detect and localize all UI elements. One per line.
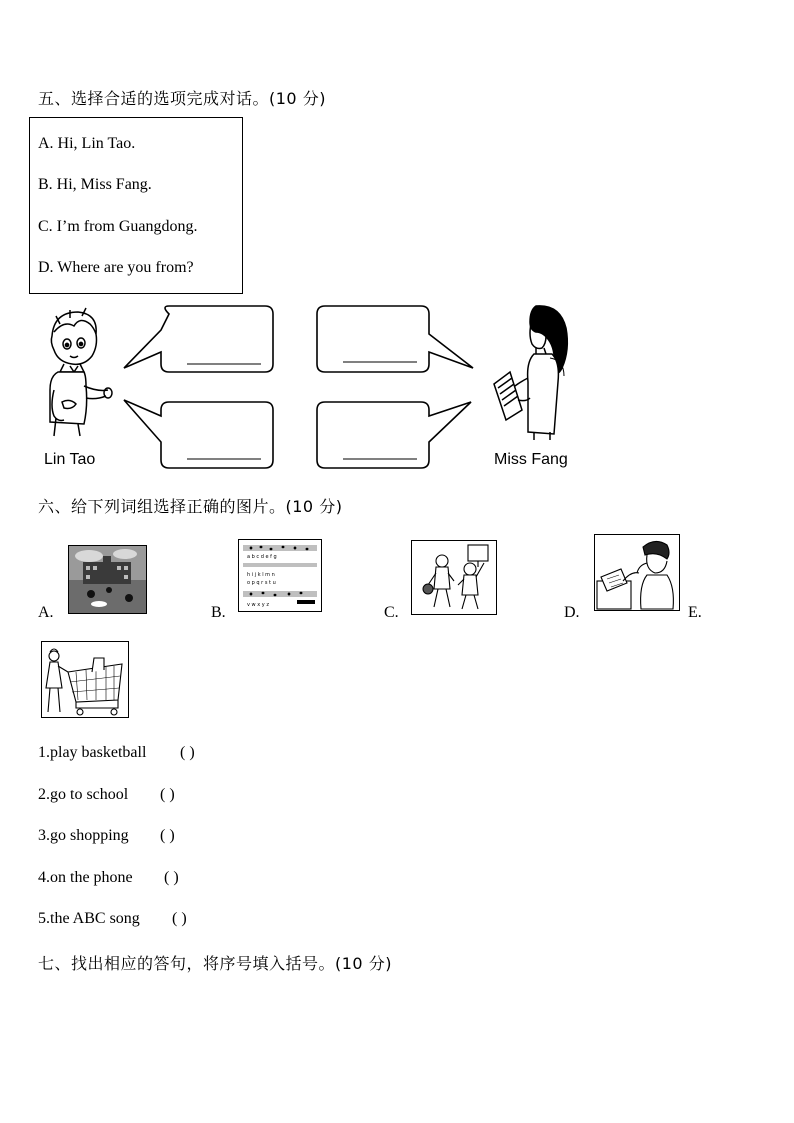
boy-name-label: Lin Tao xyxy=(44,451,96,468)
question-3: 3.go shopping xyxy=(38,827,129,844)
svg-text:h i j k l m n: h i j k l m n xyxy=(247,572,275,578)
girl-illustration xyxy=(488,302,578,442)
answer-bracket-5[interactable]: ( ) xyxy=(172,910,187,927)
picture-label-e: E. xyxy=(688,604,702,621)
answer-bracket-1[interactable]: ( ) xyxy=(180,744,195,761)
speech-bubble-bottom-right xyxy=(317,402,471,468)
question-5: 5.the ABC song xyxy=(38,910,140,927)
answer-bracket-3[interactable]: ( ) xyxy=(160,827,175,844)
question-4: 4.on the phone xyxy=(38,869,133,886)
basketball-picture xyxy=(411,540,497,615)
shopping-cart-picture xyxy=(41,641,129,718)
option-d: D. Where are you from? xyxy=(38,259,194,276)
boy-illustration xyxy=(40,306,118,442)
svg-text:v w x y z: v w x y z xyxy=(247,602,269,608)
option-b: B. Hi, Miss Fang. xyxy=(38,176,152,193)
speech-bubble-top-left xyxy=(124,306,273,372)
answer-bracket-2[interactable]: ( ) xyxy=(160,786,175,803)
picture-label-b: B. xyxy=(211,604,226,621)
picture-label-c: C. xyxy=(384,604,399,621)
section-5-heading: 五、选择合适的选项完成对话。(10 分) xyxy=(38,89,326,108)
phone-call-picture xyxy=(594,534,680,611)
question-1: 1.play basketball xyxy=(38,744,147,761)
picture-label-a: A. xyxy=(38,604,54,621)
girl-name-label: Miss Fang xyxy=(494,451,568,468)
question-2: 2.go to school xyxy=(38,786,129,803)
option-a: A. Hi, Lin Tao. xyxy=(38,135,136,152)
option-c: C. I’m from Guangdong. xyxy=(38,218,198,235)
svg-text:a b c d e f g: a b c d e f g xyxy=(247,554,277,560)
music-sheet-picture xyxy=(238,539,322,612)
school-picture xyxy=(68,545,147,614)
picture-label-d: D. xyxy=(564,604,580,621)
dialogue-bubbles xyxy=(115,302,480,472)
speech-bubble-bottom-left xyxy=(124,400,273,468)
svg-text:o p q r s t u: o p q r s t u xyxy=(247,580,276,586)
answer-bracket-4[interactable]: ( ) xyxy=(164,869,179,886)
section-6-heading: 六、给下列词组选择正确的图片。(10 分) xyxy=(38,497,343,516)
section-7-heading: 七、找出相应的答句，将序号填入括号。(10 分) xyxy=(38,954,392,973)
